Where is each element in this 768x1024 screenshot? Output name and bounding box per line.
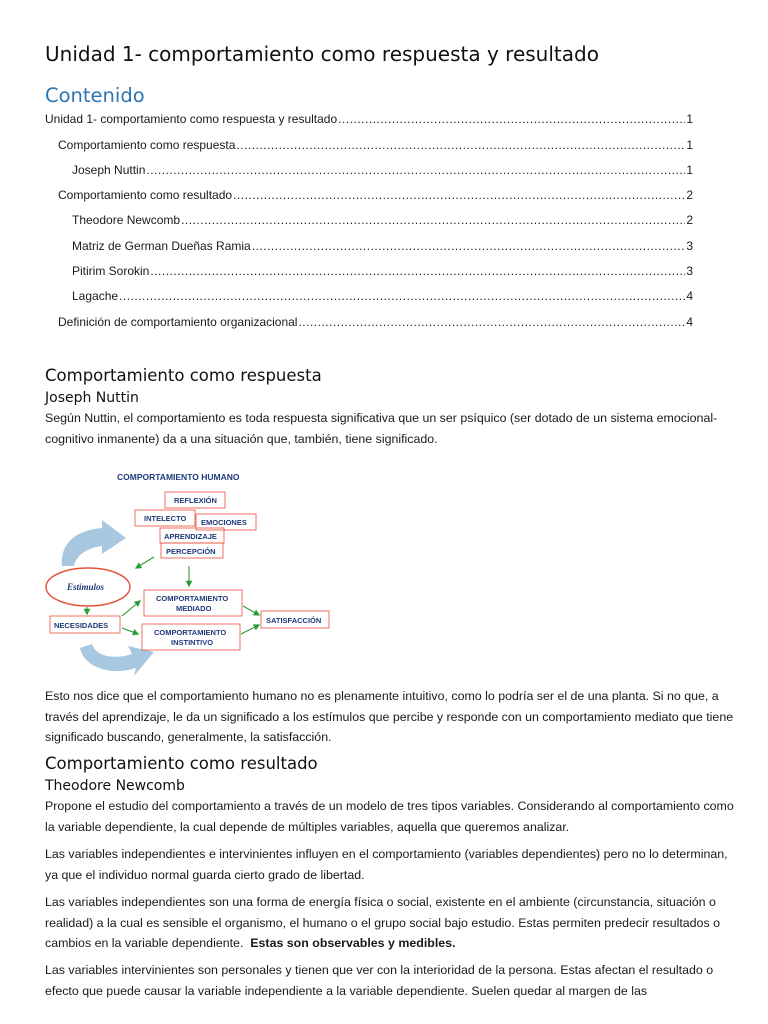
comportamiento-humano-diagram xyxy=(40,462,340,682)
necesidades-label: NECESIDADES xyxy=(54,621,109,630)
toc-entry[interactable]: Unidad 1- comportamiento como respuesta y resultado ..... 1 xyxy=(45,110,693,126)
estimulos-label: Estímulos xyxy=(67,582,105,592)
section-heading-respuesta: Comportamiento como respuesta xyxy=(45,366,322,385)
instintivo-label-1: COMPORTAMIENTO xyxy=(154,628,227,637)
arrow-necesidades-instintivo xyxy=(122,628,138,634)
document-title: Unidad 1- comportamiento como respuesta y resultado xyxy=(45,42,599,66)
mediado-label-1: COMPORTAMIENTO xyxy=(156,594,229,603)
diagram-title: COMPORTAMIENTO HUMANO xyxy=(117,472,240,482)
subheading-newcomb: Theodore Newcomb xyxy=(45,778,185,794)
arrow-percepcion-estimulos xyxy=(136,557,154,568)
toc-entry[interactable]: Comportamiento como resultado ..... 2 xyxy=(58,186,693,202)
emociones-label: EMOCIONES xyxy=(201,518,247,527)
toc-entry[interactable]: Matriz de German Dueñas Ramia ..... 3 xyxy=(72,237,693,253)
toc-entry[interactable]: Pitirim Sorokin ..... 3 xyxy=(72,262,693,278)
paragraph-newcomb-2: Las variables independientes e intervinientes influyen en el comportamiento (variables dependientes) pero no lo determinan, ya que el individuo normal guarda cierto grado de libertad. xyxy=(45,847,728,882)
intelecto-label: INTELECTO xyxy=(144,514,187,523)
aprendizaje-label: APRENDIZAJE xyxy=(164,532,217,541)
toc-entry[interactable]: Definición de comportamiento organizacional ..... 4 xyxy=(58,313,693,329)
cycle-arrow-top xyxy=(62,520,126,566)
arrow-instintivo-satisfaccion xyxy=(241,625,259,634)
percepcion-label: PERCEPCIÓN xyxy=(166,547,216,556)
satisfaccion-label: SATISFACCIÓN xyxy=(266,616,322,625)
subheading-nuttin: Joseph Nuttin xyxy=(45,390,139,406)
toc-entry[interactable]: Joseph Nuttin ..... 1 xyxy=(72,161,693,177)
paragraph-after-diagram: Esto nos dice que el comportamiento humano no es plenamente intuitivo, como lo podría ser el de una planta. Si no que, a través del aprendizaje, le da un significado a los estímulos que percibe y responde con un comportamiento mediato que tiene significado buscando, generalmente, la satisfacción. xyxy=(45,689,734,744)
arrow-necesidades-mediado xyxy=(122,601,140,616)
bold-statement: Estas son observables y medibles. xyxy=(250,936,456,950)
section-heading-resultado: Comportamiento como resultado xyxy=(45,754,318,773)
mediado-label-2: MEDIADO xyxy=(176,604,212,613)
paragraph-nuttin: Según Nuttin, el comportamiento es toda respuesta significativa que un ser psíquico (ser dotado de un sistema emocional-cognitivo inmanente) da a una situación que, también, tiene significado. xyxy=(45,411,718,446)
toc-entry[interactable]: Theodore Newcomb ..... 2 xyxy=(72,211,693,227)
reflexion-label: REFLEXIÓN xyxy=(174,496,217,505)
toc-heading: Contenido xyxy=(45,84,145,107)
paragraph-newcomb-4: Las variables intervinientes son personales y tienen que ver con la interioridad de la persona. Estas afectan el resultado o efecto que puede causar la variable independiente a la variable dependiente. Suelen quedar al margen de las xyxy=(45,963,714,998)
toc-entry[interactable]: Lagache ..... 4 xyxy=(72,287,693,303)
instintivo-label-2: INSTINTIVO xyxy=(171,638,214,647)
toc-entry[interactable]: Comportamiento como respuesta ..... 1 xyxy=(58,136,693,152)
paragraph-newcomb-1: Propone el estudio del comportamiento a través de un modelo de tres tipos variables. Considerando al comportamiento como la variable dependiente, la cual depende de múltiples variables, aquella que queremos analizar. xyxy=(45,799,734,834)
arrow-mediado-satisfaccion xyxy=(243,606,259,615)
paragraph-newcomb-3: Las variables independientes son una forma de energía física o social, existente en el ambiente (circunstancia, situación o realidad) a la cual es sensible el organismo, el humano o el grupo social bajo estudio. Estas permiten predecir resultados o cambios en la variable dependiente. Estas son observables y medibles. xyxy=(45,895,720,950)
cycle-arrow-bottom xyxy=(80,644,154,676)
